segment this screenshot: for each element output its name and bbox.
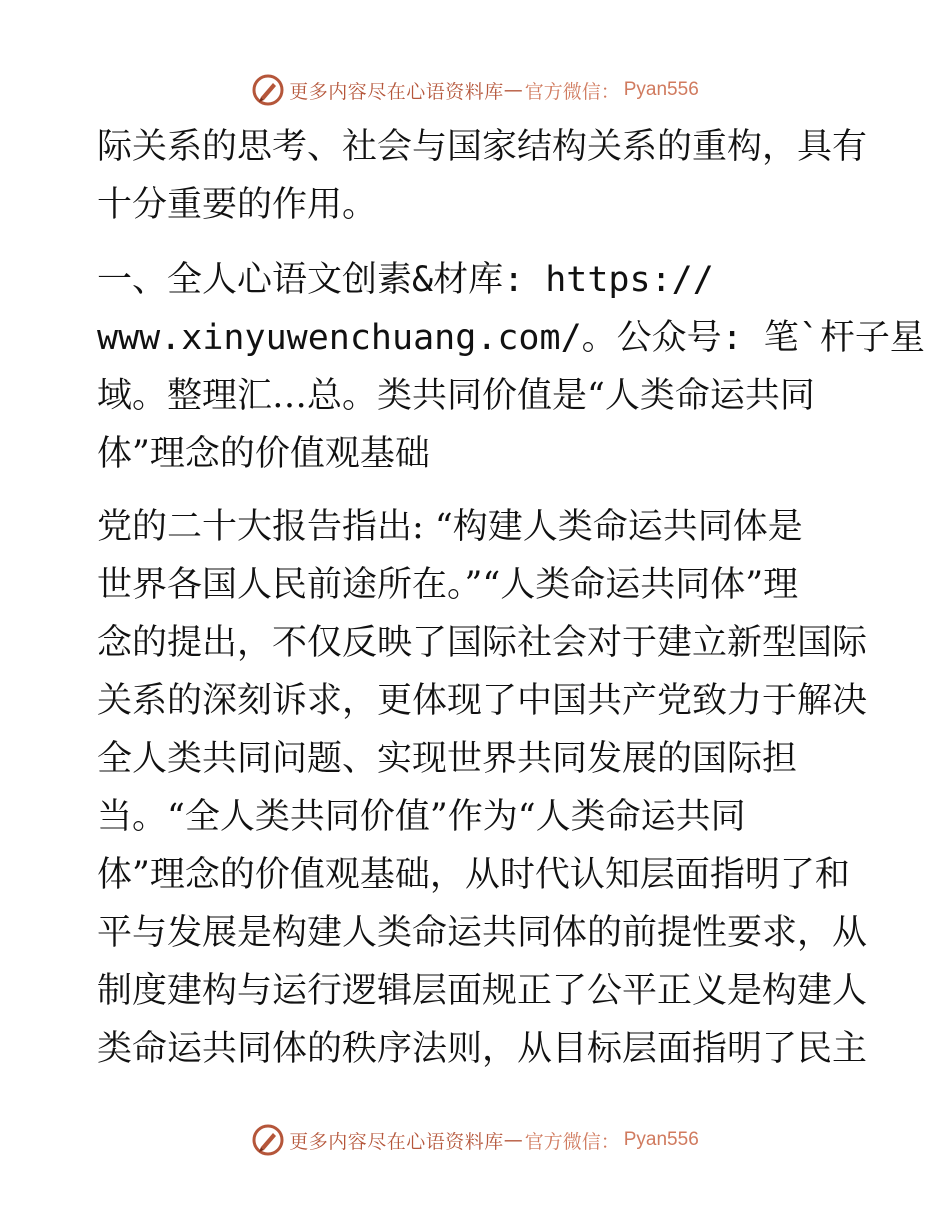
body-line: 全人类共同问题、实现世界共同发展的国际担 xyxy=(97,739,798,779)
body-line: 念的提出，不仅反映了国际社会对于建立新型国际 xyxy=(97,623,868,663)
body-line: 制度建构与运行逻辑层面规正了公平正义是构建人 xyxy=(97,971,868,1011)
body-line: 际关系的思考、社会与国家结构关系的重构，具有 xyxy=(97,127,868,167)
body-line: 体”理念的价值观基础 xyxy=(97,434,430,474)
body-line: 体”理念的价值观基础，从时代认知层面指明了和 xyxy=(97,855,850,895)
watermark-label: 官方微信： xyxy=(524,80,620,103)
body-line: 十分重要的作用。 xyxy=(97,185,378,225)
watermark-label: 官方微信： xyxy=(524,1130,620,1153)
body-line: 当。“全人类共同价值”作为“人类命运共同 xyxy=(97,797,746,837)
section-heading-line: 一、全人心语文创素&材库: https:// xyxy=(97,260,714,300)
watermark-main-text: 更多内容尽在心语资料库 xyxy=(289,1130,504,1153)
body-line: www.xinyuwenchuang.com/。公众号: 笔`杆子星 xyxy=(97,318,925,358)
watermark-dash: — xyxy=(503,79,523,101)
body-line: 平与发展是构建人类命运共同体的前提性要求，从 xyxy=(97,913,868,953)
body-line: 类命运共同体的秩序法则，从目标层面指明了民主 xyxy=(97,1029,868,1069)
body-line: 党的二十大报告指出: “构建人类命运共同体是 xyxy=(97,507,803,547)
watermark-wechat-id: Pyan556 xyxy=(623,79,699,100)
watermark-dash: — xyxy=(503,1129,523,1151)
pen-logo-icon xyxy=(251,73,285,107)
body-line: 域。整理汇…总。类共同价值是“人类命运共同 xyxy=(97,376,815,416)
footer-watermark-banner xyxy=(0,1120,950,1160)
watermark-main-text: 更多内容尽在心语资料库 xyxy=(289,80,504,103)
pen-logo-icon xyxy=(251,1123,285,1157)
body-line: 关系的深刻诉求，更体现了中国共产党致力于解决 xyxy=(97,681,868,721)
header-watermark-banner xyxy=(0,70,950,110)
watermark-wechat-id: Pyan556 xyxy=(623,1129,699,1150)
body-line: 世界各国人民前途所在。”“人类命运共同体”理 xyxy=(97,565,799,605)
